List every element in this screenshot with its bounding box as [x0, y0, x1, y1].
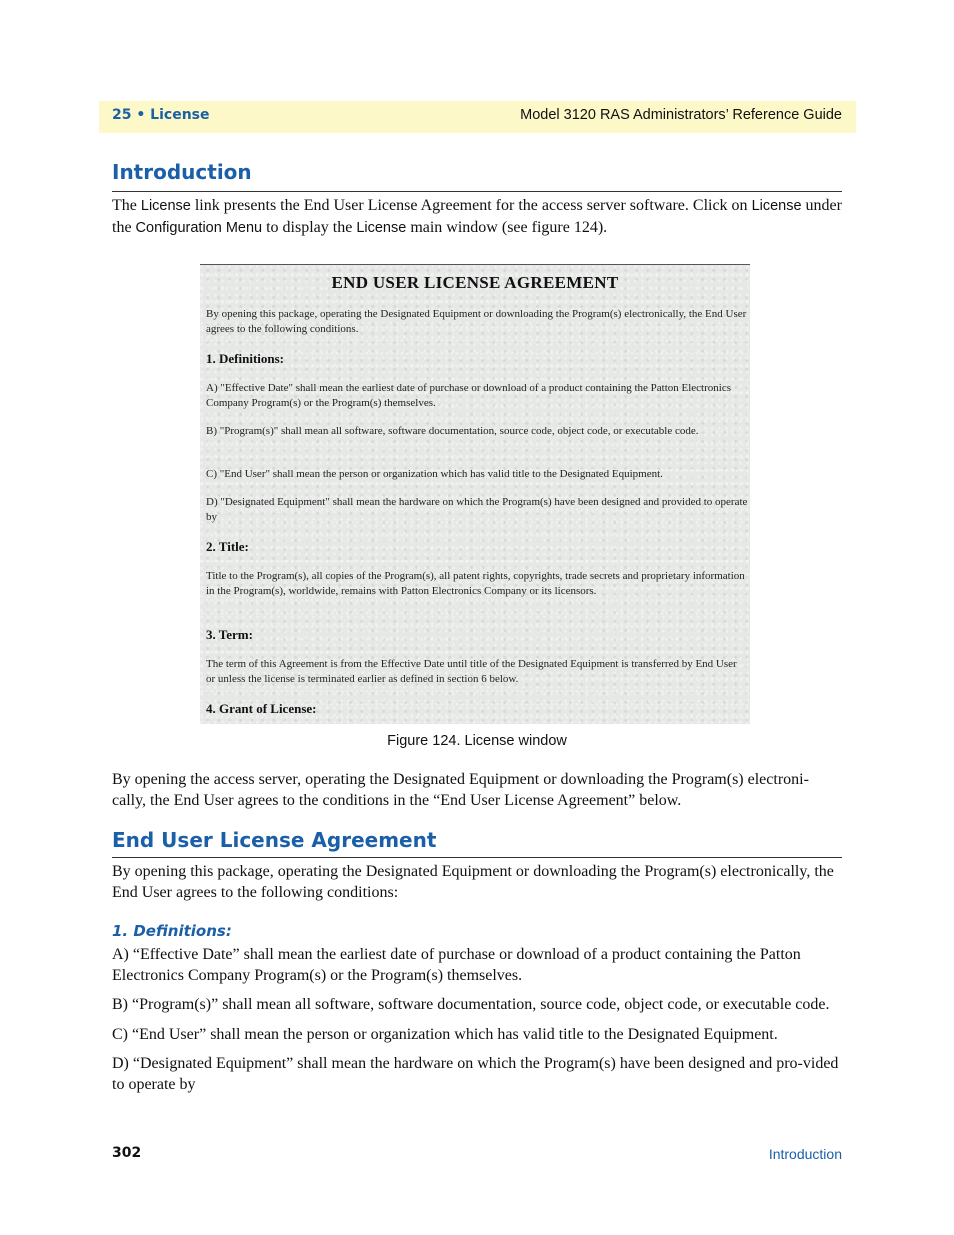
license-window-definitions-heading: 1. Definitions: [206, 351, 284, 366]
figure-caption: Figure 124. License window [387, 733, 567, 749]
definitions-heading: 1. Definitions: [112, 922, 232, 940]
definition-b: B) “Program(s)” shall mean all software, software documentation, source code, object code, or executable code. [112, 996, 830, 1013]
footer-section: Introduction [768, 1146, 842, 1162]
header-section: 25 • License [112, 107, 210, 123]
license-window-title-text: Title to the Program(s), all copies of the Program(s), all patent rights, copyrights, trade secrets and proprietary information in the Program(s), worldwide, remains with Patton Electronics Company or its licensors. [206, 570, 745, 597]
introduction-paragraph [112, 195, 842, 239]
license-window-grant-heading: 4. Grant of License: [206, 701, 317, 716]
license-window-screenshot [200, 264, 750, 724]
heading-rule [112, 191, 842, 192]
definition-a: A) “Effective Date” shall mean the earliest date of purchase or download of a product containing the Patton Electronics Company Program(s) or the Program(s) themselves. [112, 946, 801, 984]
definition-d: D) “Designated Equipment” shall mean the hardware on which the Program(s) have been designed and pro-vided to operate by [112, 1055, 839, 1093]
eula-heading: End User License Agreement [112, 828, 437, 852]
license-window-title: END USER LICENSE AGREEMENT [331, 273, 619, 292]
ui-term-license: License [751, 198, 802, 214]
license-window-def-d: D) "Designated Equipment" shall mean the hardware on which the Program(s) have been designed and provided to operate by [206, 496, 748, 523]
text-run: under the [112, 197, 842, 236]
introduction-paragraph-2: By opening the access server, operating the Designated Equipment or downloading the Program(s) electroni-cally, the End User agrees to the conditions in the “End User License Agreement” below. [112, 771, 809, 809]
definition-c: C) “End User” shall mean the person or organization which has valid title to the Designated Equipment. [112, 1026, 778, 1043]
license-window-intro: By opening this package, operating the Designated Equipment or downloading the Program(s) electronically, the End User agrees to the following conditions. [206, 308, 747, 335]
text-run: The [112, 197, 141, 214]
ui-term-configuration-menu: Configuration Menu [135, 220, 263, 236]
eula-intro: By opening this package, operating the Designated Equipment or downloading the Program(s) electronically, the End User agrees to the following conditions: [112, 863, 834, 901]
header-guide-title: Model 3120 RAS Administrators’ Reference Guide [520, 107, 842, 123]
introduction-heading: Introduction [112, 160, 252, 184]
running-header [99, 101, 856, 133]
license-window-def-c: C) "End User" shall mean the person or organization which has valid title to the Designated Equipment. [206, 468, 663, 480]
text-run: main window (see figure 124). [406, 219, 608, 236]
license-window-term-text: The term of this Agreement is from the Effective Date until title of the Designated Equipment is transferred by End User or unless the license is terminated earlier as defined in section 6 below. [206, 658, 737, 685]
license-window-term-heading: 3. Term: [206, 627, 253, 642]
heading-rule [112, 857, 842, 858]
license-window-title-heading: 2. Title: [206, 539, 249, 554]
license-window-def-b: B) "Program(s)" shall mean all software, software documentation, source code, object code, or executable code. [206, 425, 699, 437]
page-number: 302 [112, 1145, 142, 1161]
ui-term-license-window: License [356, 220, 407, 236]
text-run: link presents the End User License Agreement for the access server software. Click on [190, 197, 752, 214]
license-window-def-a: A) "Effective Date" shall mean the earliest date of purchase or download of a product containing the Patton Electronics Company Program(s) or the Program(s) themselves. [206, 382, 731, 409]
ui-term-license-link: License [140, 198, 191, 214]
text-run: to display the [262, 219, 357, 236]
